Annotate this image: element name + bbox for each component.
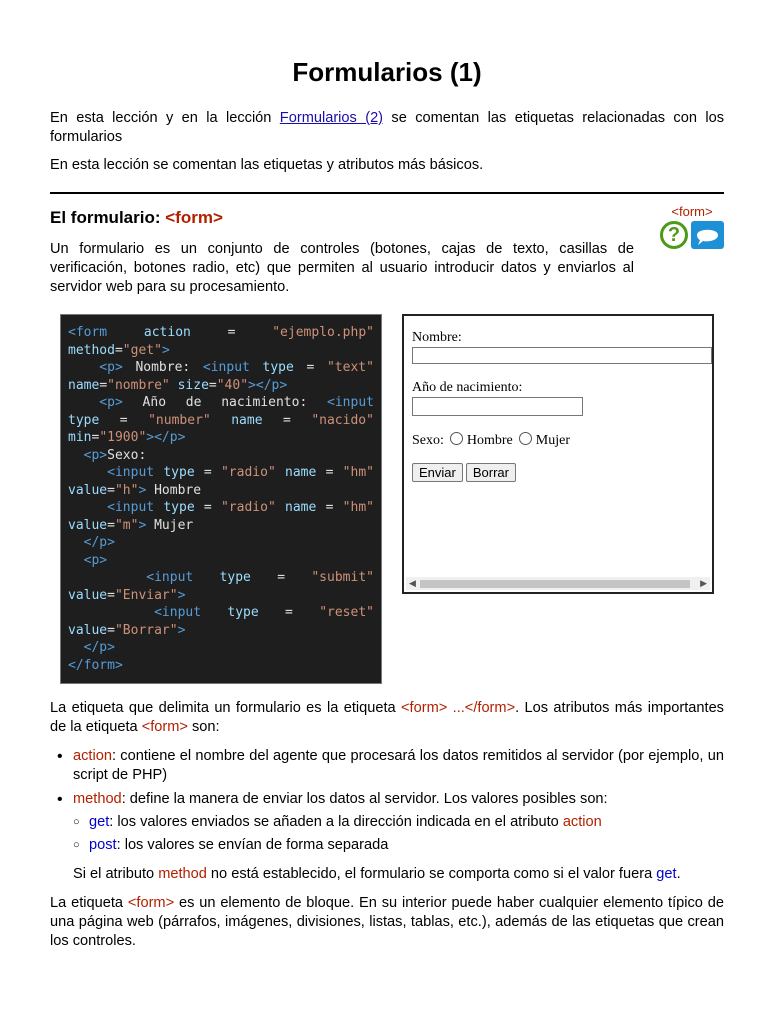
note-text: no está establecido, el formulario se comporta como si el valor fuera (206, 866, 657, 882)
code-line (68, 587, 374, 605)
code-line (68, 657, 374, 675)
code-token: type (163, 465, 195, 480)
body-paragraph-1 (50, 699, 724, 737)
code-token: Hombre (146, 482, 202, 498)
code-token: "h" (114, 482, 139, 498)
code-line (68, 447, 374, 465)
hombre-label: Hombre (466, 433, 513, 448)
code-token: type (163, 500, 195, 515)
code-token: <input (68, 570, 194, 585)
horizontal-scrollbar[interactable] (406, 577, 710, 590)
code-token: > (138, 482, 147, 498)
code-line (68, 359, 374, 377)
code-token: min (68, 430, 92, 445)
code-token: "get" (122, 342, 162, 358)
value-name: get (656, 866, 677, 882)
list-item-post (73, 836, 724, 855)
code-line (68, 639, 374, 657)
intro-paragraph-2: En esta lección se comentan las etiquetas y atributos más básicos. (50, 157, 484, 173)
code-token: Año (142, 395, 167, 410)
code-token: > (161, 342, 170, 358)
code-token: = (208, 377, 217, 393)
code-token: "radio" (220, 465, 276, 480)
code-token: <input (68, 465, 155, 480)
code-token: "submit" (311, 570, 374, 585)
code-line (68, 622, 374, 640)
code-token: = (107, 482, 115, 498)
code-token: "Borrar" (114, 622, 178, 638)
code-line (68, 394, 374, 412)
borrar-button[interactable]: Borrar (466, 463, 516, 482)
code-line (68, 499, 374, 517)
code-token: = (325, 500, 334, 515)
code-token: Nombre: (135, 360, 191, 375)
chat-bubble-icon[interactable] (691, 221, 724, 249)
enviar-button[interactable]: Enviar (412, 463, 463, 482)
code-token: <p> (68, 360, 123, 375)
section-heading (50, 208, 223, 228)
body-text: son: (187, 719, 220, 735)
code-token: </p> (68, 535, 115, 550)
code-token: <input (202, 360, 250, 375)
code-line (68, 482, 374, 500)
section-heading-text: El formulario: (50, 208, 166, 227)
code-token: "nacido" (311, 412, 374, 428)
code-token: value (68, 587, 108, 603)
code-token: = (203, 465, 212, 480)
code-token: "nombre" (107, 377, 170, 393)
code-token: "1900" (99, 430, 147, 445)
code-token: = (99, 377, 108, 393)
code-line (68, 552, 374, 570)
code-token: "m" (114, 517, 139, 533)
code-token: = (107, 622, 115, 638)
code-token: </p> (68, 640, 115, 655)
code-token: = (91, 430, 100, 445)
sexo-label: Sexo: (412, 433, 444, 448)
code-token: name (285, 465, 317, 480)
form-tag: <form> (127, 895, 175, 911)
help-icon[interactable]: ? (660, 221, 688, 249)
code-token: "radio" (220, 500, 276, 515)
code-block (60, 314, 382, 684)
code-token: value (68, 622, 108, 638)
value-desc: : los valores enviados se añaden a la dirección indicada en el atributo (109, 814, 563, 830)
note-text: Si el atributo (73, 866, 159, 882)
attr-name: action (73, 748, 112, 764)
code-token: name (68, 377, 100, 393)
code-token: = (114, 342, 123, 358)
badge-icons (660, 221, 724, 249)
code-token: Mujer (146, 517, 194, 533)
code-token: = (203, 500, 212, 515)
form-tag: <form> ...</form> (401, 700, 516, 716)
attr-name: method (158, 866, 207, 882)
code-token: = (306, 360, 315, 375)
code-token: type (68, 412, 100, 428)
code-token (170, 377, 178, 395)
intro-paragraph-1 (50, 109, 724, 147)
code-token: = (285, 605, 293, 620)
code-line (68, 534, 374, 552)
scrollbar-thumb[interactable] (420, 580, 690, 588)
code-token: action (143, 325, 191, 340)
code-token: "text" (326, 360, 374, 375)
body-text: La etiqueta (50, 895, 128, 911)
attr-name: action (562, 814, 602, 830)
intro-text: se comentan las etiquetas relacionadas con los formularios (50, 110, 724, 145)
code-token: > (177, 622, 186, 638)
form-tag: <form> (141, 719, 188, 735)
buttons-row (412, 463, 519, 482)
code-token: "Enviar" (114, 587, 178, 603)
list-item-get (73, 813, 724, 832)
body-text: es un elemento de bloque. En su interior puede haber cualquier elemento típico de una página web (párrafos, imágenes, divisiones, listas, tablas, etc.), además de las etiquetas que crean los controles. (50, 895, 724, 949)
code-token: </form> (68, 657, 123, 673)
code-token: type (219, 570, 251, 585)
section-heading-tag: <form> (165, 208, 223, 227)
sexo-row (412, 432, 570, 449)
value-name: get (89, 814, 110, 830)
code-token: name (231, 412, 263, 428)
code-token: = (325, 465, 334, 480)
method-values-list (73, 813, 724, 855)
code-token: nacimiento: (221, 395, 308, 410)
code-token: de (185, 395, 202, 410)
code-token: value (68, 482, 108, 498)
mujer-label: Mujer (535, 433, 570, 448)
formularios-2-link[interactable]: Formularios (2) (279, 110, 384, 126)
value-desc: : los valores se envían de forma separada (116, 837, 389, 853)
code-line (68, 517, 374, 535)
body-paragraph-2 (50, 894, 724, 951)
code-token: <p> (68, 447, 108, 463)
code-line (68, 569, 374, 587)
code-token: "reset" (319, 605, 374, 620)
value-name: post (89, 837, 117, 853)
attr-desc: : define la manera de enviar los datos al servidor. Los valores posibles son: (121, 791, 608, 807)
code-token: value (68, 517, 108, 533)
code-token: "hm" (342, 465, 374, 480)
code-token: "number" (148, 412, 211, 428)
code-token: = (119, 412, 128, 428)
code-token: = (277, 570, 286, 585)
section-paragraph: Un formulario es un conjunto de controles (botones, cajas de texto, casillas de verificación, botones radio, etc) que permiten al usuario introducir datos y enviarlos al servidor web para su procesamiento. (50, 241, 634, 295)
code-token: name (285, 500, 317, 515)
badge-tag-label: <form> (671, 204, 713, 219)
code-token: = (283, 412, 291, 428)
intro-text: En esta lección y en la lección (50, 110, 280, 126)
form-preview (402, 314, 714, 594)
code-token: <p> (68, 395, 123, 410)
note-text: . (676, 866, 681, 882)
code-token: <input (68, 500, 155, 515)
body-text: . Los atributos más importantes de la etiqueta (50, 700, 724, 735)
code-line (68, 412, 374, 430)
page-title: Formularios (1) (292, 57, 482, 87)
code-line (68, 342, 374, 360)
code-line (68, 604, 374, 622)
example-row (50, 314, 724, 686)
code-line (68, 324, 374, 342)
code-token: "40" (216, 377, 249, 393)
code-line (68, 429, 374, 447)
code-token: "hm" (342, 500, 374, 515)
attr-desc: : contiene el nombre del agente que procesará los datos remitidos al servidor (por ejemplo, un script de PHP) (73, 748, 724, 783)
code-token: <p> (68, 552, 108, 568)
list-item-method (50, 790, 724, 855)
code-token: <input (327, 395, 374, 410)
code-token: = (227, 325, 236, 340)
code-token: <form (68, 325, 108, 340)
code-token: > (138, 517, 147, 533)
section-header (50, 194, 724, 300)
method-note (50, 865, 724, 884)
code-token: > (177, 587, 186, 603)
attr-name: method (73, 791, 122, 807)
code-token: ></p> (248, 377, 288, 393)
document-page (50, 0, 724, 951)
body-text: La etiqueta que delimita un formulario es la etiqueta (50, 700, 402, 716)
code-token: = (107, 517, 115, 533)
code-token: type (227, 605, 259, 620)
code-token: <input (68, 605, 202, 620)
anio-label: Año de nacimiento: (412, 380, 523, 395)
code-line (68, 377, 374, 395)
code-token: Sexo: (107, 447, 147, 463)
code-token: method (68, 342, 115, 358)
code-token: ></p> (146, 430, 186, 445)
scroll-right-icon[interactable]: ▶ (700, 578, 707, 588)
anio-input[interactable] (412, 397, 583, 416)
list-item-action (50, 747, 724, 785)
attributes-list (50, 747, 724, 855)
tag-badge (660, 204, 724, 249)
code-token: = (107, 587, 115, 603)
radio-hombre[interactable] (450, 432, 463, 445)
code-token: type (262, 360, 294, 375)
radio-mujer[interactable] (519, 432, 532, 445)
nombre-input[interactable] (412, 347, 712, 364)
code-line (68, 464, 374, 482)
nombre-label: Nombre: (412, 330, 462, 345)
scroll-left-icon[interactable]: ◀ (409, 578, 416, 588)
code-token: "ejemplo.php" (272, 325, 374, 340)
code-token: size (177, 377, 209, 393)
